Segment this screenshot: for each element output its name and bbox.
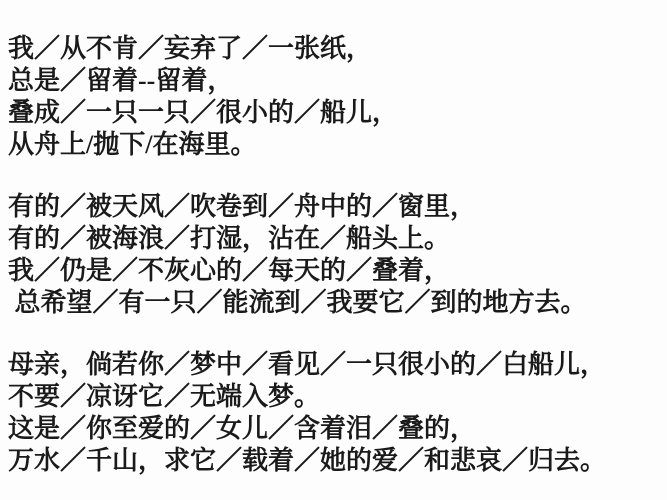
stanza-2: [8, 191, 663, 319]
poem-line: 总是／留着--留着，: [8, 66, 234, 95]
stanza-1: [8, 33, 663, 161]
poem-line: 我／从不肯／妄弃了／一张纸，: [8, 34, 373, 63]
stanza-3: [8, 349, 663, 477]
poem-line: 从舟上/抛下/在海里。: [8, 130, 257, 159]
poem-line: 万水／千山，求它／载着／她的爱／和悲哀／归去。: [8, 446, 607, 475]
poem-line: 我／仍是／不灰心的／每天的／叠着，: [8, 256, 451, 285]
poem-line: 有的／被海浪／打湿，沾在／船头上。: [8, 224, 451, 253]
poem-line: 这是／你至爱的／女儿／含着泪／叠的，: [8, 414, 477, 443]
poem-line: 有的／被天风／吹卷到／舟中的／窗里，: [8, 192, 477, 221]
poem-line: 不要／凉讶它／无端入梦。: [8, 382, 321, 411]
poem-line: 母亲，倘若你／梦中／看见／一只很小的／白船儿，: [8, 350, 607, 379]
poem-line: 叠成／一只一只／很小的／船儿，: [8, 98, 399, 127]
poem-line: 总希望／有一只／能流到／我要它／到的地方去。: [8, 288, 587, 317]
